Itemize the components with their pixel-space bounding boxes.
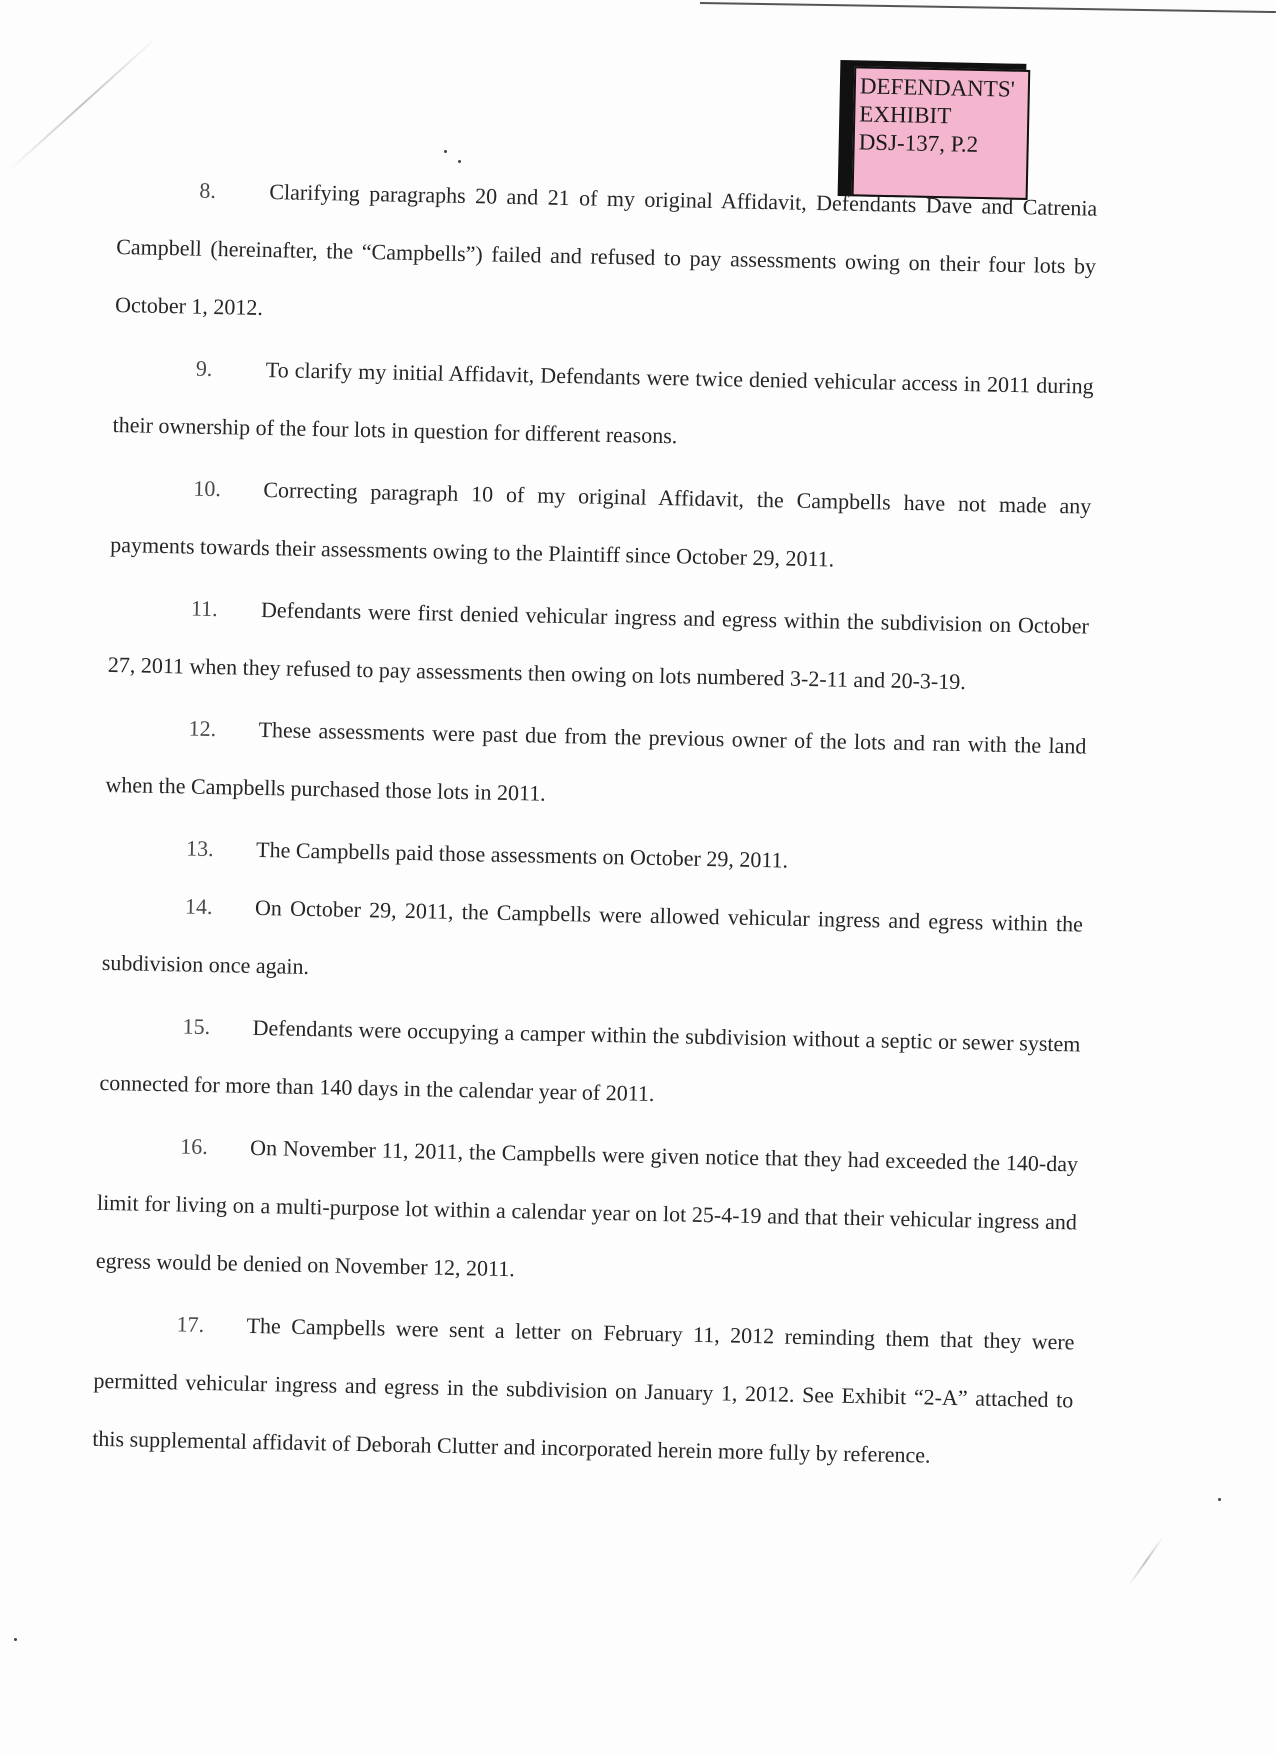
paragraph-text: These assessments were past due from the previous owner of the lots and ran with the land when the Campbells purchased those lots in 2011. xyxy=(105,716,1087,806)
top-edge-rule xyxy=(700,2,1276,13)
paragraph xyxy=(110,458,1092,594)
paragraph-text: The Campbells were sent a letter on February 11, 2012 reminding them that they were permitted vehicular ingress and egress in the subdivision on January 1, 2012. See Exhibit “2-A” attached to this supplemental affidavit of Deborah Clutter and incorporated herein more fully by reference. xyxy=(92,1312,1075,1468)
paragraph xyxy=(95,1116,1078,1310)
paragraph xyxy=(101,876,1083,1012)
scan-speck xyxy=(14,1638,17,1641)
paragraph-number: 15. xyxy=(182,1013,211,1040)
paragraph-number: 10. xyxy=(193,475,222,502)
paragraph-text: Clarifying paragraphs 20 and 21 of my original Affidavit, Defendants Dave and Catrenia Campbell (hereinafter, the “Campbells”) failed and refused to pay assessments owing on their four lots by October 1, 2012. xyxy=(114,179,1098,320)
paragraph xyxy=(92,1294,1075,1488)
paragraph-number: 13. xyxy=(185,835,214,862)
paragraph-text: The Campbells paid those assessments on October 29, 2011. xyxy=(255,836,789,873)
paragraph xyxy=(105,698,1087,834)
paragraph xyxy=(99,996,1081,1132)
affidavit-body xyxy=(92,160,1098,1491)
paragraph-text: Defendants were first denied vehicular ingress and egress within the subdivision on October 27, 2011 when they refused to pay assessments then owing on lots numbered 3-2-11 and 20-3-19. xyxy=(107,596,1090,695)
paragraph-number: 14. xyxy=(184,893,213,920)
exhibit-line-3: DSJ-137, P.2 xyxy=(858,129,979,157)
exhibit-line-1: DEFENDANTS' xyxy=(859,73,1016,102)
exhibit-line-2: EXHIBIT xyxy=(859,101,952,129)
scan-speck xyxy=(458,160,461,163)
paragraph-number: 9. xyxy=(195,355,213,381)
scan-speck xyxy=(1218,1498,1221,1501)
paragraph-number: 12. xyxy=(188,715,217,742)
paragraph xyxy=(107,578,1089,714)
paragraph-number: 16. xyxy=(179,1133,208,1159)
paragraph xyxy=(115,160,1098,354)
paragraph-text: On October 29, 2011, the Campbells were allowed vehicular ingress and egress within the subdivision once again. xyxy=(101,894,1084,979)
scan-speck xyxy=(444,150,447,153)
paragraph-text: To clarify my initial Affidavit, Defendants were twice denied vehicular access in 2011 during their ownership of the four lots in question for different reasons. xyxy=(112,357,1094,449)
paragraph-number: 11. xyxy=(190,595,218,622)
paragraph-text: Defendants were occupying a camper within the subdivision without a septic or sewer system connected for more than 140 days in the calendar year of 2011. xyxy=(99,1014,1081,1106)
paragraph xyxy=(112,338,1094,474)
paragraph-number: 17. xyxy=(176,1311,205,1337)
paragraph-text: On November 11, 2011, the Campbells were given notice that they had exceeded the 140-day limit for living on a multi-purpose lot within a calendar year on lot 25-4-19 and that their vehicular ingress and egress would be denied on November 12, 2011. xyxy=(95,1134,1079,1282)
scan-artifact-bottom-right xyxy=(1128,1536,1164,1586)
paragraph-number: 8. xyxy=(199,177,217,203)
paragraph-text: Correcting paragraph 10 of my original Affidavit, the Campbells have not made any payments towards their assessments owing to the Plaintiff since October 29, 2011. xyxy=(110,476,1092,572)
scan-artifact-top-left xyxy=(8,36,158,171)
